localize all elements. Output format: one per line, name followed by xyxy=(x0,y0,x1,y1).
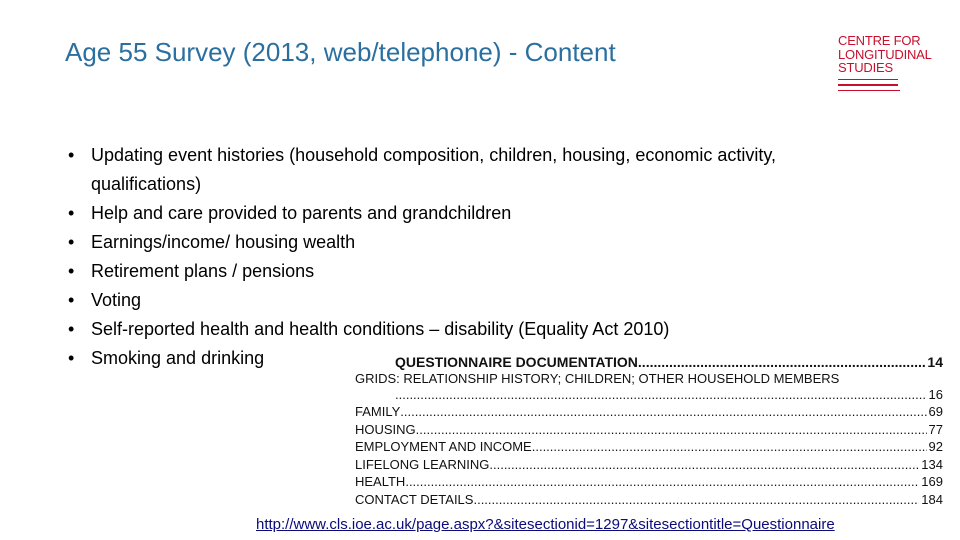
bullet-item: • Smoking and drinking xyxy=(66,344,806,373)
toc-grids-page: 16 xyxy=(928,387,943,402)
toc-entry: LIFELONG LEARNING ..... 134 xyxy=(355,456,943,474)
questionnaire-contents-excerpt xyxy=(355,353,943,508)
cls-logo xyxy=(838,34,948,95)
toc-heading-page: 14 xyxy=(927,354,943,370)
toc-grids-row xyxy=(355,387,943,403)
bullet-item: • Self-reported health and health conditions – disability (Equality Act 2010) xyxy=(66,315,806,344)
logo-line-2: LONGITUDINAL xyxy=(838,46,932,62)
toc-heading-label: QUESTIONNAIRE DOCUMENTATION xyxy=(395,354,638,370)
logo-line-3: STUDIES xyxy=(838,60,893,75)
questionnaire-link[interactable]: http://www.cls.ioe.ac.uk/page.aspx?&sitesectionid=1297&sitesectiontitle=Questionnaire xyxy=(256,516,835,533)
bullet-item: • Help and care provided to parents and grandchildren xyxy=(66,199,806,228)
bullet-item: • Updating event histories (household composition, children, housing, economic activity, qualifications) xyxy=(66,141,806,199)
toc-entry: HOUSING ..... 77 xyxy=(355,421,943,439)
toc-grids-label: GRIDS: RELATIONSHIP HISTORY; CHILDREN; OTHER HOUSEHOLD MEMBERS xyxy=(355,371,840,386)
bullet-item: • Voting xyxy=(66,286,806,315)
toc-entry: CONTACT DETAILS ..... 184 xyxy=(355,491,943,509)
bullet-item: • Earnings/income/ housing wealth xyxy=(66,228,806,257)
toc-entry: HEALTH ..... 169 xyxy=(355,473,943,491)
toc-entry: FAMILY ..... 69 xyxy=(355,403,943,421)
logo-bars-icon xyxy=(838,79,948,92)
content-bullet-list xyxy=(66,141,806,373)
toc-entry: EMPLOYMENT AND INCOME ..... 92 xyxy=(355,438,943,456)
slide-title: Age 55 Survey (2013, web/telephone) - Content xyxy=(65,37,616,67)
logo-line-1: CENTRE FOR xyxy=(838,33,921,48)
toc-heading xyxy=(395,353,943,371)
bullet-item: • Retirement plans / pensions xyxy=(66,257,806,286)
